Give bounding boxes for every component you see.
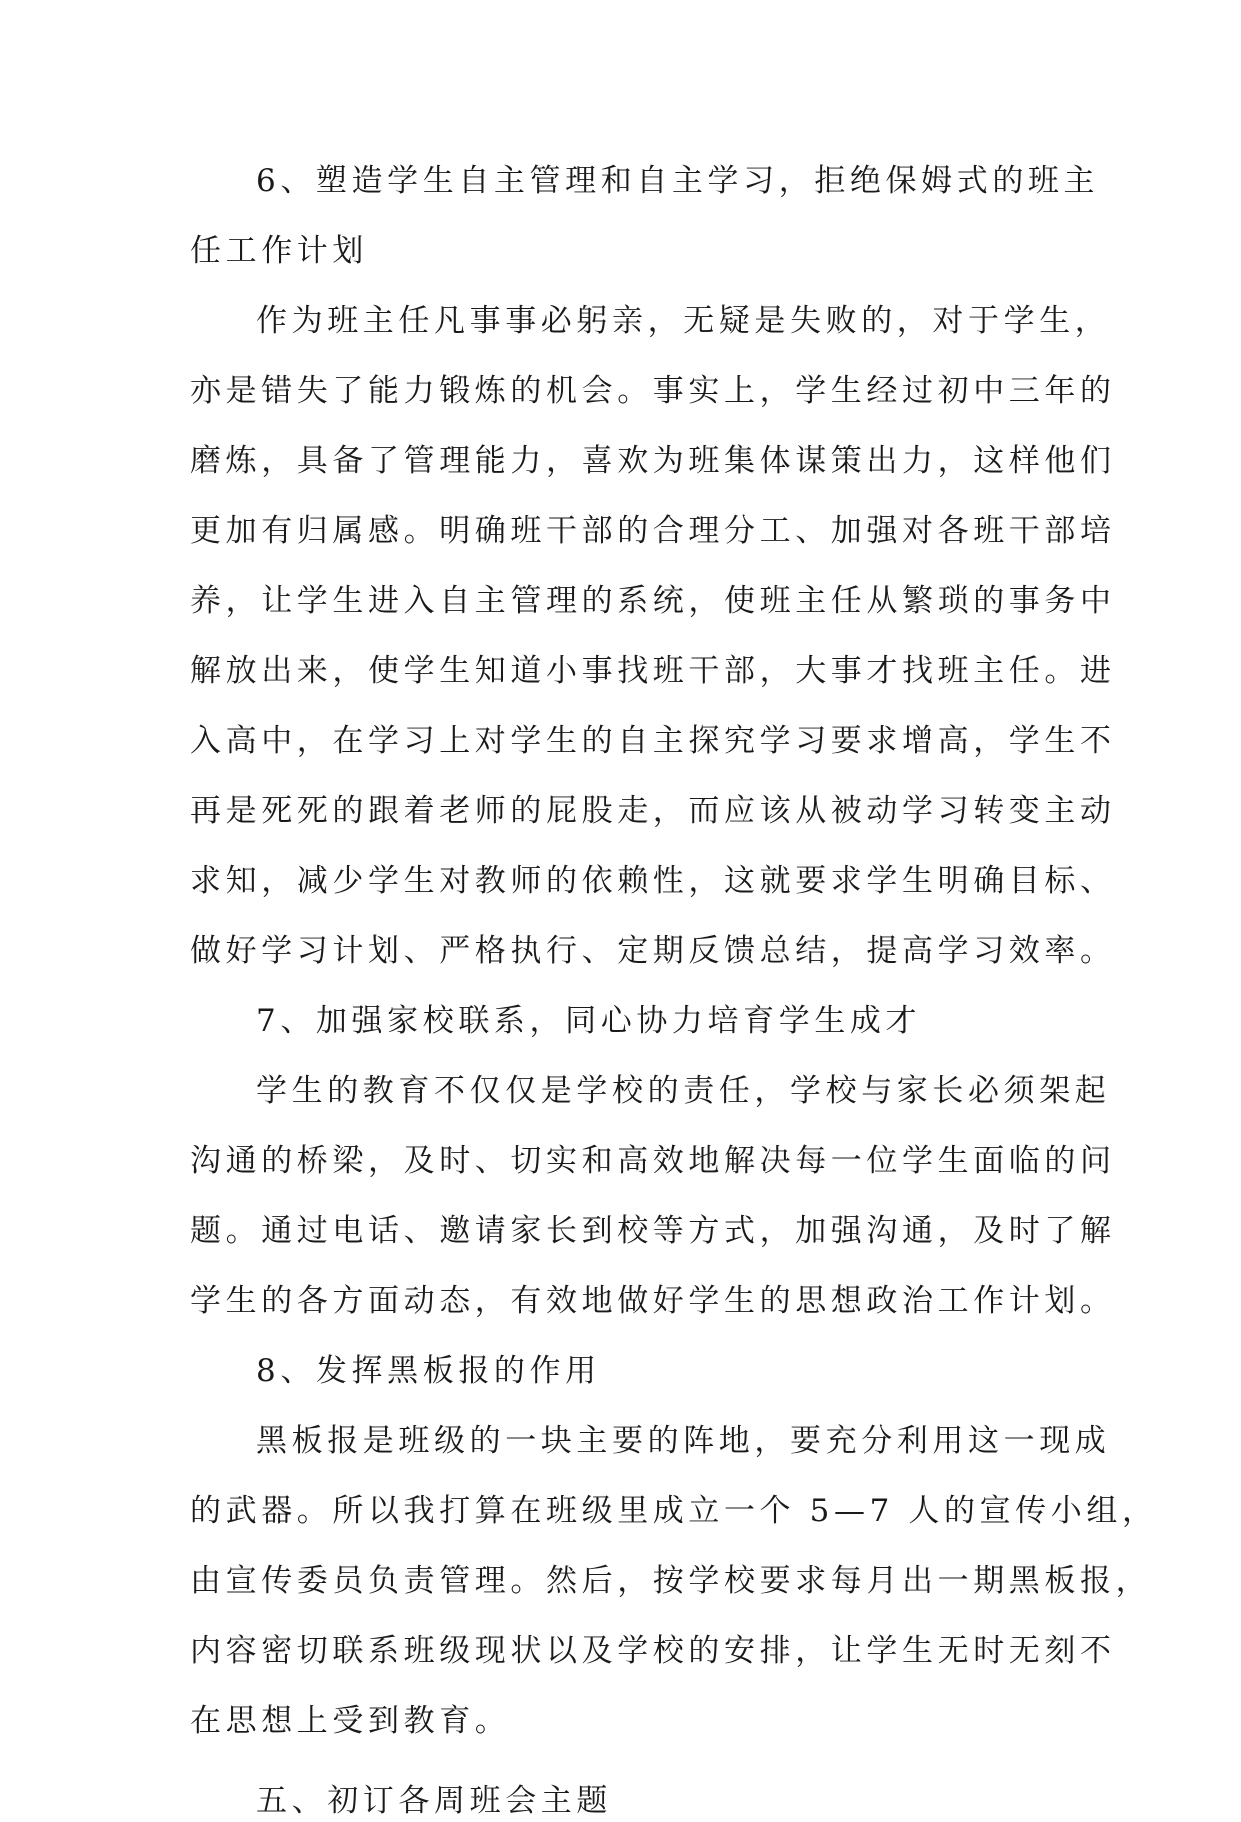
heading-item-8: 8、发挥黑板报的作用	[256, 1353, 601, 1389]
paragraph-line: 学生的各方面动态，有效地做好学生的思想政治工作计划。	[190, 1283, 1116, 1319]
paragraph-line: 内容密切联系班级现状以及学校的安排，让学生无时无刻不	[190, 1633, 1116, 1669]
paragraph-line: 的武器。所以我打算在班级里成立一个 5—7 人的宣传小组，	[190, 1493, 1158, 1529]
paragraph-line: 由宣传委员负责管理。然后，按学校要求每月出一期黑板报，	[190, 1563, 1152, 1599]
paragraph-line: 求知，减少学生对教师的依赖性，这就要求学生明确目标、	[190, 863, 1116, 899]
paragraph-line: 入高中，在学习上对学生的自主探究学习要求增高，学生不	[190, 723, 1116, 759]
paragraph-line: 亦是错失了能力锻炼的机会。事实上，学生经过初中三年的	[190, 373, 1116, 409]
paragraph-line: 养，让学生进入自主管理的系统，使班主任从繁琐的事务中	[190, 583, 1116, 619]
paragraph-line: 更加有归属感。明确班干部的合理分工、加强对各班干部培	[190, 513, 1116, 549]
paragraph-line: 作为班主任凡事事必躬亲，无疑是失败的，对于学生，	[256, 303, 1111, 339]
document-page	[190, 160, 1158, 1822]
paragraph-line: 在思想上受到教育。	[190, 1703, 511, 1739]
paragraph-line: 题。通过电话、邀请家长到校等方式，加强沟通，及时了解	[190, 1213, 1116, 1249]
heading-item-6-line-2: 任工作计划	[190, 233, 368, 269]
paragraph-line: 黑板报是班级的一块主要的阵地，要充分利用这一现成	[256, 1423, 1111, 1459]
section-heading-5: 五、初订各周班会主题	[256, 1783, 612, 1819]
paragraph-line: 学生的教育不仅仅是学校的责任，学校与家长必须架起	[256, 1073, 1111, 1109]
heading-item-7: 7、加强家校联系，同心协力培育学生成才	[256, 1003, 922, 1039]
paragraph-line: 做好学习计划、严格执行、定期反馈总结，提高学习效率。	[190, 933, 1116, 969]
paragraph-line: 沟通的桥梁，及时、切实和高效地解决每一位学生面临的问	[190, 1143, 1116, 1179]
paragraph-line: 磨炼，具备了管理能力，喜欢为班集体谋策出力，这样他们	[190, 443, 1116, 479]
paragraph-line: 解放出来，使学生知道小事找班干部，大事才找班主任。进	[190, 653, 1116, 689]
heading-item-6-line-1: 6、塑造学生自主管理和自主学习，拒绝保姆式的班主	[256, 163, 1100, 199]
paragraph-line: 再是死死的跟着老师的屁股走，而应该从被动学习转变主动	[190, 793, 1116, 829]
